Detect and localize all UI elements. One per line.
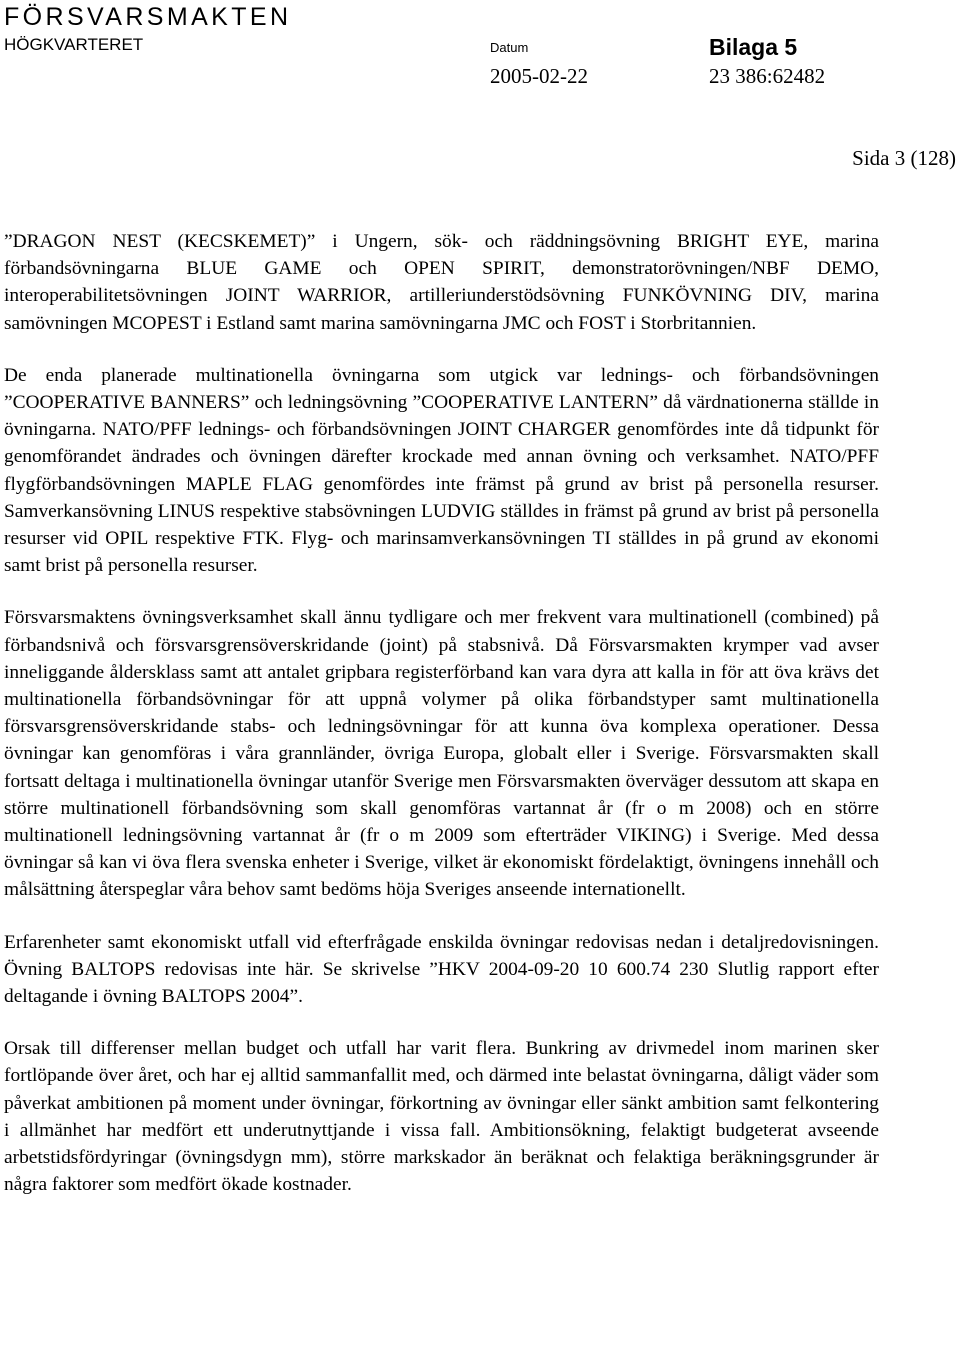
paragraph-3: Försvarsmaktens övningsverksamhet skall ännu tydligare och mer frekvent vara multinationell (combined) på förbandsnivå och försvarsgrensöverskridande (joint) på stabsnivå. Då Försvarsmakten krymper vad avser inneliggande åldersklass samt att antalet gripbara registerförband kan vara dyra att kalla in för att öva krävs det multinationella förbandsövningar för att uppnå volymer på olika förbandstyper samt multinationella försvarsgrensöverskridande stabs- och ledningsövningar för att kunna öva komplexa operationer. Dessa övningar kan genomföras i våra grannländer, övriga Europa, globalt eller i Sverige. Försvarsmakten skall fortsatt deltaga i multinationella övningar utanför Sverige men Försvarsmakten överväger dessutom att skapa en större multinationell förbandsövning som skall genomföras vartannat år (fr o m 2008) och en större multinationell ledningsövning vartannat år (fr o m 2009 som efterträder VIKING) i Sverige. Med dessa övningar så kan vi öva flera svenska enheter i Sverige, vilket är ekonomiskt fördelaktigt, övningens innehåll och målsättning återspeglar våra behov samt bedöms höja Sveriges anseende internationellt. xyxy=(4,607,879,901)
document-date: 2005-02-22 xyxy=(490,64,588,88)
page-number: Sida 3 (128) xyxy=(852,146,956,170)
date-label: Datum xyxy=(490,40,529,55)
organization-name: FÖRSVARSMAKTEN xyxy=(4,3,292,31)
document-body xyxy=(4,228,879,1199)
paragraph-2: De enda planerade multinationella övningarna som utgick var lednings- och förbandsövningen ”COOPERATIVE BANNERS” och ledningsövning ”COOPERATIVE LANTERN” då värdnationerna ställde in övningarna. NATO/PFF lednings- och förbandsövningen JOINT CHARGER genomfördes inte då tidpunkt för genomförandet ändrades och övningen därefter krockade med annan övning och verksamhet. NATO/PFF flygförbandsövningen MAPLE FLAG genomfördes inte främst på grund av brist på personella resurser. Samverkansövning LINUS respektive stabsövningen LUDVIG ställdes in främst på grund av brist på personella resurser vid OPIL respektive FTK. Flyg- och marinsamverkansövningen TI ställdes in på grund av ekonomi samt brist på personella resurser. xyxy=(4,364,879,577)
reference-number: 23 386:62482 xyxy=(709,64,826,88)
attachment-label: Bilaga 5 xyxy=(709,34,798,60)
document-header xyxy=(0,0,960,100)
paragraph-4: Erfarenheter samt ekonomiskt utfall vid efterfrågade enskilda övningar redovisas nedan i detaljredovisningen. Övning BALTOPS redovisas inte här. Se skrivelse ”HKV 2004-09-20 10 600.74 230 Slutlig rapport efter deltagande i övning BALTOPS 2004”. xyxy=(4,931,879,1008)
paragraph-5: Orsak till differenser mellan budget och utfall har varit flera. Bunkring av drivmedel inom marinen sker fortlöpande över året, och har ej alltid sammanfallit med, och därmed inte belastat övningarna, dåligt väder som påverkat ambitionen på moment under övningar, förkortning av övningar eller sänkt ambition samt felkontering i allmänhet har medfört ett underutnyttjande i vissa fall. Ambitionsökning, felaktigt budgeterat avseende arbetstidsfördyringar (övningsdygn mm), större markskador än beräknat och felaktiga beräkningsgrunder är några faktorer som medfört ökade kostnader. xyxy=(4,1038,879,1196)
paragraph-1: ”DRAGON NEST (KECSKEMET)” i Ungern, sök- och räddningsövning BRIGHT EYE, marina förbandsövningarna BLUE GAME och OPEN SPIRIT, demonstratorövningen/NBF DEMO, interoperabilitetsövningen JOINT WARRIOR, artilleriunderstödsövning FUNKÖVNING DIV, marina samövningen MCOPEST i Estland samt marina samövningarna JMC och FOST i Storbritannien. xyxy=(4,231,879,334)
unit-name: HÖGKVARTERET xyxy=(4,35,144,54)
